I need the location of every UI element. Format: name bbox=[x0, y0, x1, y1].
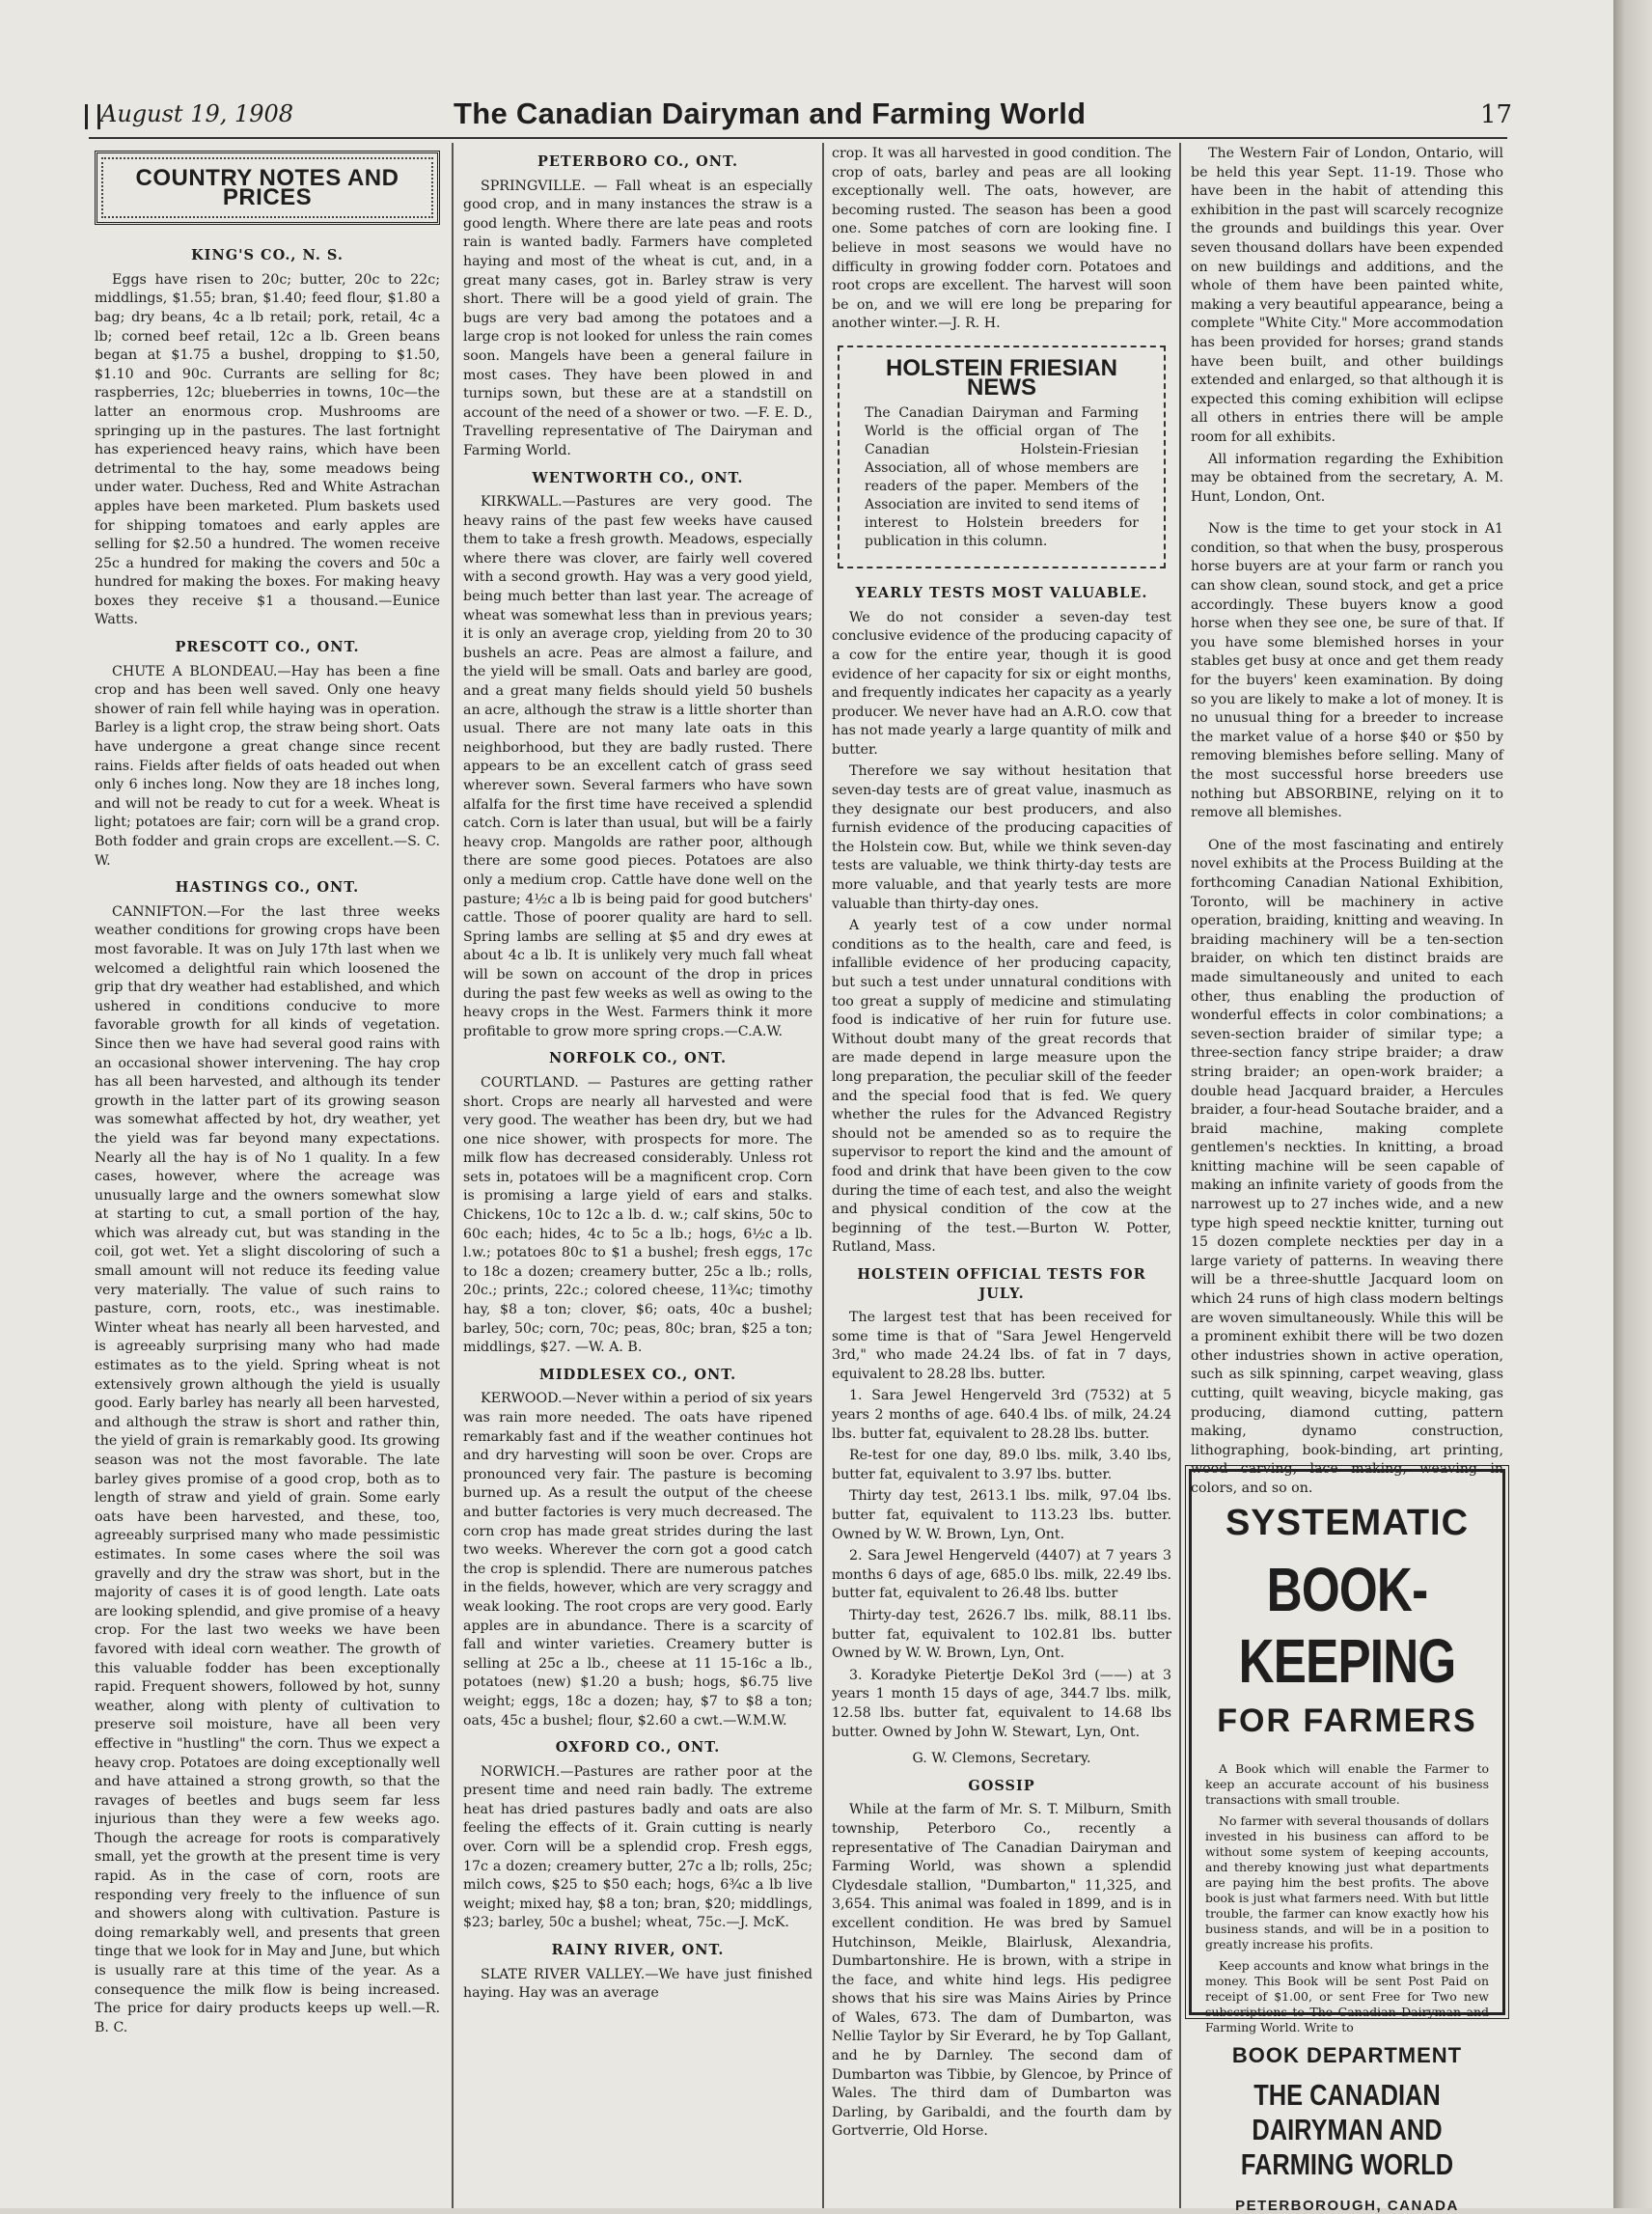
article-paragraph: While at the farm of Mr. S. T. Milburn, Smith township, Peterboro Co., recently a representative of The Canadian Dairyman and Farming World, was shown a splendid Clydesdale stallion, "Dumbarton," 11,325, and 3,654. This animal was foaled in 1899, and is in excellent condition. He was bred by Samuel Hutchinson, Meikle, Blairlusk, Alexandria, Dumbartonshire. He is brown, with a stripe in the face, and white hind legs. His pedigree shows that his sire was Mains Airies by Prince of Wales, 673. The dam of Dumbarton, was Nellie Taylor by Sir Everard, he by Top Gallant, and he by Darnley. The second dam of Dumbarton was Tibbie, by Glencoe, by Prince of Wales. The third dam of Dumbarton was Darling, by Garibaldi, and the fourth dam by Gortverrie, Old Horse. bbox=[832, 1802, 1171, 2140]
article-paragraph: One of the most fascinating and entirely novel exhibits at the Process Building at the forthcoming Canadian National Exhibition, Toronto, will be machinery in active operation, braiding, knitting and weaving. In braiding machinery will be a ten-section braider, on which ten distinct braids are made simultaneously and united to each other, thus enabling the production of wonderful effects in color combinations; a seven-section braider of similar type; a three-section fancy stripe braider; a draw string braider; an open-work braider; a double head Jacquard braider, a Hercules braider, a four-head Soutache braider, and a braid machine, making complete gentlemen's neckties. In knitting, a broad knitting machine will be seen capable of making an infinite variety of goods from the narrowest up to 27 inches wide, and a new type high speed necktie knitter, turning out 15 dozen complete neckties per day in a large variety of patterns. In weaving there will be a three-shuttle Jacquard loom on which 24 runs of high class modern beltings are woven simultaneously. While this will be a prominent exhibit there will be two dozen other industries shown in active operation, such as silk spinning, carpet weaving, glass cutting, quilt weaving, bicycle making, gas producing, diamond cutting, pattern making, dynamo construction, lithographing, book-binding, art printing, wood carving, lace making, weaving in colors, and so on. bbox=[1191, 837, 1503, 1496]
signature-line: G. W. Clemons, Secretary. bbox=[912, 1751, 1091, 1767]
section-heading: PETERBORO CO., ONT. bbox=[537, 153, 739, 170]
page-header bbox=[0, 93, 1613, 135]
ad-paragraph: No farmer with several thousands of dollars invested in his business can afford to be without some system of keeping accounts, and thereby knowing just what departments are paying him the best profits. The above book is just what farmers need. With but little trouble, the farmer can know exactly how his business stands, and will be in a position to greatly increase his profits. bbox=[1205, 1813, 1489, 1951]
ad-publisher: THE CANADIAN DAIRYMAN AND FARMING WORLD bbox=[1240, 2078, 1454, 2181]
article-paragraph: We do not consider a seven-day test conclusive evidence of the producing capacity of a cow for the entire year, though it is good evidence of her capacity for six or eight months, and frequently indicates her capacity as a yearly producer. We never have had an A.R.O. cow that has not made yearly a large quantity of milk and butter. bbox=[832, 609, 1171, 758]
article-paragraph: All information regarding the Exhibition may be obtained from the secretary, A. M. Hunt, London, Ont. bbox=[1191, 451, 1503, 505]
ad-headline-bookkeeping: BOOK-KEEPING bbox=[1238, 1555, 1456, 1696]
article-paragraph: KERWOOD.—Never within a period of six years was rain more needed. The oats have ripened remarkably fast and if the weather continues hot and dry harvesting will soon be over. Crops are pronounced very fair. The pasture is becoming burned up. As a result the output of the cheese and butter factories is very much decreased. The corn crop has made great strides during the last two weeks. Wherever the corn got a good catch the crop is splendid. There are numerous patches in the fields, however, which are very scraggy and weak looking. The root crops are very good. Early apples are in abundance. There is a scarcity of fall and winter varieties. Creamery butter is selling at 25c a lb., cheese at 11 15-16c a lb., potatoes (new) $1.20 a bush; hogs, $6.75 live weight; eggs, 18c a dozen; hay, $7 to $8 a ton; oats, 45c a bushel; flour, $2.60 a cwt.—W.M.W. bbox=[463, 1391, 812, 1729]
article-paragraph: CHUTE A BLONDEAU.—Hay has been a fine crop and has been well saved. Only one heavy shower of rain fell while haying was in operation. Barley is a light crop, the straw being short. Oats have undergone a great change since recent rains. Fields after fields of oats headed out when only 6 inches long. Now they are 18 inches long, and will not be ready to cut for a week. Wheat is light; potatoes are fair; corn will be a grand crop. Both fodder and grain crops are excellent.—S. C. W. bbox=[95, 663, 440, 869]
country-notes-banner: COUNTRY NOTES AND PRICES bbox=[95, 151, 440, 225]
article-paragraph: SLATE RIVER VALLEY.—We have just finished haying. Hay was an average bbox=[463, 1966, 812, 2002]
ad-headline-systematic: SYSTEMATIC bbox=[1225, 1503, 1470, 1543]
article-paragraph: SPRINGVILLE. — Fall wheat is an especially good crop, and in many instances the straw is a good length. Where there are late peas and roots rain is wanted badly. Farmers have completed haying and most of the wheat is cut, and, in a great many cases, got in. Barley straw is very short. There will be a good yield of grain. The bugs are very bad among the potatoes and a large crop is not looked for unless the rain comes soon. Mangels have been a general failure in most cases. They have been plowed in and turnips sown, but these are at a standstill on account of the need of a shower or two. —F. E. D., Travelling representative of The Dairyman and Farming World. bbox=[463, 178, 812, 458]
article-paragraph: 2. Sara Jewel Hengerveld (4407) at 7 years 3 months 6 days of age, 685.0 lbs. milk, 22.49 lbs. butter fat, equivalent to 26.48 lbs. butter bbox=[832, 1548, 1171, 1602]
page-number: 17 bbox=[1480, 100, 1513, 129]
article-paragraph: 3. Koradyke Pietertje DeKol 3rd (——) at 3 years 1 month 15 days of age, 344.7 lbs. milk, 12.58 lbs. butter fat, equivalent to 14.68 lbs butter. Owned by John W. Stewart, Lyn, Ont. bbox=[832, 1667, 1171, 1740]
column-4 bbox=[1191, 145, 1503, 1502]
ad-paragraph: Keep accounts and know what brings in the money. This Book will be sent Post Paid on receipt of $1.00, or sent Free for Two new subscriptions to The Canadian Dairyman and Farming World. Write to bbox=[1205, 1958, 1489, 2034]
section-heading: NORFOLK CO., ONT. bbox=[548, 1050, 728, 1067]
article-paragraph: Thirty-day test, 2626.7 lbs. milk, 88.11 lbs. butter fat, equivalent to 102.81 lbs. butter Owned by W. W. Brown, Lyn, Ont. bbox=[832, 1608, 1171, 1662]
section-heading: GOSSIP bbox=[968, 1777, 1035, 1794]
section-heading: KING'S CO., N. S. bbox=[191, 247, 344, 264]
section-heading: WENTWORTH CO., ONT. bbox=[532, 469, 744, 486]
section-heading: PRESCOTT CO., ONT. bbox=[175, 639, 360, 656]
publication-title: The Canadian Dairyman and Farming World bbox=[454, 97, 1087, 130]
holstein-news-box bbox=[838, 346, 1166, 568]
section-heading: MIDDLESEX CO., ONT. bbox=[538, 1366, 737, 1383]
ad-location: PETERBOROUGH, CANADA bbox=[1235, 2198, 1459, 2214]
section-heading: OXFORD CO., ONT. bbox=[555, 1739, 721, 1757]
column-3 bbox=[832, 145, 1171, 2145]
column-2 bbox=[463, 145, 812, 2006]
column-divider bbox=[452, 143, 454, 2208]
article-paragraph: NORWICH.—Pastures are rather poor at the present time and need rain badly. The extreme heat has dried pastures badly and oats are also feeling the effects of it. Grain cutting is nearly over. Corn will be a splendid crop. Fresh eggs, 17c a dozen; creamery butter, 27c a lb; rolls, 25c; milch cows, $25 to $50 each; hogs, 6¾c a lb live weight; mixed hay, $8 a ton; bran, $20; middlings, $23; barley, 50c a bushel; wheat, 75c.—J. McK. bbox=[463, 1763, 812, 1931]
header-rule bbox=[89, 137, 1507, 139]
holstein-news-title: HOLSTEIN FRIESIAN NEWS bbox=[885, 354, 1117, 401]
article-paragraph: Therefore we say without hesitation that seven-day tests are of great value, inasmuch as they designate our best producers, and also furnish evidence of the producing capacities of the Holstein cow. But, while we think seven-day tests are valuable, we think thirty-day tests are more valuable, and that yearly tests are more valuable than thirty-day ones. bbox=[832, 763, 1171, 912]
ad-body bbox=[1205, 1761, 1489, 2035]
article-paragraph: CANNIFTON.—For the last three weeks weather conditions for growing crops have been most favorable. It was on July 17th last when we welcomed a delightful rain which loosened the grip that dry weather had established, and which ushered in conditions conducive to more favorable growth for all kinds of vegetation. Since then we have had several good rains with an occasional shower intervening. The hay crop has all been harvested, and although its tender growth in the latter part of its growing season was somewhat affected by hot, dry weather, yet the yield was far beyond many expectations. Nearly all the hay is of No 1 quality. In a few cases, however, where the acreage was unusually large and the owners somewhat slow at starting to cut, a small portion of the hay, which was already cut, but was standing in the coil, got wet. Yet a slight discoloring of such a small amount will not reduce its feeding value very materially. The value of such rains to pasture, corn, roots, etc., was inestimable. Winter wheat has nearly all been harvested, and is agreeably surprising many who had made estimates as to the yield. Spring wheat is not extensively grown although the yield is usually good. Early barley has nearly all been harvested, and although the straw is short and rather thin, the yield of grain is remarkably good. Its growing season was not the most favorable. The late barley gives promise of a good crop, both as to length of straw and yield of grain. Some early oats have been harvested, and these, too, agreeably surprised many who made pessimistic estimates. In some cases where the soil was gravelly and dry the straw was short, but in the majority of cases it is of good length. Late oats are looking splendid, and give promise of a heavy crop. For the last two weeks we have been favored with ideal corn weather. The growth of this valuable fodder has been exceptionally rapid. Frequent showers, followed by hot, sunny weather, along with plenty of cultivation to preserve soil moisture, have all been very effective in "hustling" the corn. Thus we expect a heavy crop. Potatoes are doing exceptionally well and have attained a strong growth, so that the ravages of beetles and bugs seem far less injurious than they were a few weeks ago. Though the acreage for roots is comparatively small, yet the growth at the present time is very rapid. As in the case of corn, roots are responding very freely to the influence of sun and showers along with cultivation. Pasture is doing remarkably well, and presents that green tinge that we look for in May and June, but which is usually rare at this time of the year. As a consequence the milk flow is being increased. The price for dairy products keeps up well.—R. B. C. bbox=[95, 903, 440, 2035]
article-paragraph: The Western Fair of London, Ontario, will be held this year Sept. 11-19. Those who have been in the habit of attending this exhibition in the past will scarcely recognize the grounds and buildings this year. Over seven thousand dollars have been expended on new buildings and additions, and the whole of them have been painted white, making a very beautiful appearance, being a complete "White City." More accommodation has been provided for horses; grand stands have been built, and other buildings extended and enlarged, so that although it is expected this coming exhibition will eclipse all others in entries there will be ample room for all exhibits. bbox=[1191, 146, 1503, 445]
article-paragraph: A yearly test of a cow under normal conditions as to the health, care and feed, is infallible evidence of her producing capacity, but such a test under unnatural conditions with too great a supply of medicine and stimulating food is indicative of her ruin for future use. Without doubt many of the great records that are made depend in large measure upon the long preparation, the peculiar skill of the feeder and the special food that is fed. We query whether the rules for the Advanced Registry should not be amended so as to require the supervisor to report the kind and the amount of food and drink that have been given to the cow during the time of each test, and also the weight and physical condition of the cow at the beginning of the test.—Burton W. Potter, Rutland, Mass. bbox=[832, 918, 1171, 1256]
ad-paragraph: A Book which will enable the Farmer to keep an accurate account of his business transactions with small trouble. bbox=[1205, 1761, 1489, 1807]
section-heading: RAINY RIVER, ONT. bbox=[551, 1942, 725, 1959]
article-paragraph: Now is the time to get your stock in A1 condition, so that when the busy, prosperous horse buyers are at your farm or ranch you can show clean, sound stock, and get a price accordingly. These buyers know a good horse when they see one, be sure of that. If you have some blemished horses in your stables get busy at once and get them ready for the buyers' keen examination. By doing so you are likely to make a lot of money. It is no unusual thing for a breeder to increase the market value of a horse $40 or $50 by removing blemishes before selling. Many of the most successful horse breeders use nothing but ABSORBINE, relying on it to remove all blemishes. bbox=[1191, 521, 1503, 821]
issue-date: August 19, 1908 bbox=[100, 100, 294, 127]
page-edge bbox=[1613, 0, 1652, 2208]
section-heading: HASTINGS CO., ONT. bbox=[175, 879, 360, 897]
bookkeeping-advertisement bbox=[1189, 1469, 1505, 2214]
column-divider bbox=[1179, 143, 1181, 2208]
holstein-news-body: The Canadian Dairyman and Farming World is the official organ of The Canadian Holstein-Friesian Association, all of whose members are readers of the paper. Members of the Association are invited to send items of interest to Holstein breeders for publication in this column. bbox=[865, 405, 1139, 550]
column-1 bbox=[95, 145, 440, 2040]
article-paragraph: KIRKWALL.—Pastures are very good. The heavy rains of the past few weeks have caused them to take a fresh growth. Meadows, especially where there was clover, are fairly well covered with a second growth. Hay was a very good yield, being much better than last year. The acreage of wheat was somewhat less than in previous years; it is only an average crop, yielding from 20 to 30 bushels an acre. Peas are almost a failure, and the yield will be small. Oats and barley are good, and a great many fields should yield 50 bushels an acre, although the straw is a little shorter than usual. There are not many late oats in this neighborhood, but they are badly rusted. There appears to be an excellent catch of grass seed wherever sown. Several farmers who have sown alfalfa for the first time have received a splendid catch. Corn is later than usual, but will be a fairly heavy crop. Mangolds are rather poor, although there are some good pieces. Potatoes are also only a medium crop. Cattle have done well on the pasture; 4½c a lb is being paid for good butchers' cattle. Those of poorer quality are hard to sell. Spring lambs are selling at $5 and dry ewes at about 4c a lb. It is unlikely very much fall wheat will be sown on account of the drop in prices during the past few weeks as well as owing to the heavy crops in the West. Farmers think it more profitable to grow more spring crops.—C.A.W. bbox=[463, 494, 812, 1039]
article-paragraph: Eggs have risen to 20c; butter, 20c to 22c; middlings, $1.55; bran, $1.40; feed flour, $1.80 a bag; dry beans, 4c a lb retail; pork, retail, 4c a lb; corned beef retail, 12c a lb. Green beans began at $1.75 a bushel, dropping to $1.50, $1.10 and 90c. Currants are selling for 8c; raspberries, 12c; blueberries in towns, 10c—the latter an enormous crop. Mushrooms are springing up in the pastures. The last fortnight has experienced heavy rains, which have been detrimental to the hay, some meadows being under water. Duchess, Red and White Astrachan apples have been marketed. Plum baskets used for shipping tomatoes and early apples are selling for $2.50 a hundred. The women receive 25c a hundred for making the covers and 50c a hundred for making the boxes. For making heavy boxes they receive $1 a thousand.—Eunice Watts. bbox=[95, 271, 440, 628]
header-ornament bbox=[85, 104, 100, 129]
section-heading: HOLSTEIN OFFICIAL TESTS FOR JULY. bbox=[857, 1265, 1146, 1302]
article-paragraph: 1. Sara Jewel Hengerveld 3rd (7532) at 5 years 2 months of age. 640.4 lbs. of milk, 24.24 lbs. butter fat, equivalent to 28.28 lbs. butter. bbox=[832, 1388, 1171, 1442]
ad-department: BOOK DEPARTMENT bbox=[1231, 2043, 1463, 2067]
article-paragraph: crop. It was all harvested in good condition. The crop of oats, barley and peas are all looking exceptionally well. The oats, however, are becoming rusted. The season has been a good one. Some patches of corn are looking fine. I believe in most seasons we would have no difficulty in growing fodder corn. Potatoes and root crops are excellent. The harvest will soon be on, and we will ere long be preparing for another winter.—J. R. H. bbox=[832, 146, 1171, 332]
article-paragraph: The largest test that has been received for some time is that of "Sara Jewel Hengerveld 3rd," who made 24.24 lbs. of fat in 7 days, equivalent to 28.28 lbs. butter. bbox=[832, 1310, 1171, 1382]
article-paragraph: Re-test for one day, 89.0 lbs. milk, 3.40 lbs, butter fat, equivalent to 3.97 lbs. butter. bbox=[832, 1448, 1171, 1482]
column-divider bbox=[822, 143, 824, 2208]
article-paragraph: COURTLAND. — Pastures are getting rather short. Crops are nearly all harvested and were very good. The weather has been dry, but we had one nice shower, with prospects for more. The milk flow has decreased considerably. Unless rot sets in, potatoes will be a magnificent crop. Corn is promising a large yield of ears and stalks. Chickens, 10c to 12c a lb. d. w.; calf skins, 50c to 60c each; hides, 4c to 5c a lb.; hogs, 6½c a lb. l.w.; potatoes 80c to $1 a bushel; fresh eggs, 17c to 18c a dozen; creamery butter, 25c a lb.; rolls, 20c.; prints, 22c.; colored cheese, 11¾c; timothy hay, $8 a ton; clover, $6; oats, 40c a bushel; barley, 50c; corn, 70c; peas, 80c; bran, $25 a ton; middlings, $27. —W. A. B. bbox=[463, 1074, 812, 1356]
section-heading: YEARLY TESTS MOST VALUABLE. bbox=[855, 585, 1148, 602]
ad-headline-for-farmers: FOR FARMERS bbox=[1217, 1702, 1477, 1739]
article-paragraph: Thirty day test, 2613.1 lbs. milk, 97.04 lbs. butter fat, equivalent to 113.23 lbs. butter. Owned by W. W. Brown, Lyn, Ont. bbox=[832, 1488, 1171, 1542]
